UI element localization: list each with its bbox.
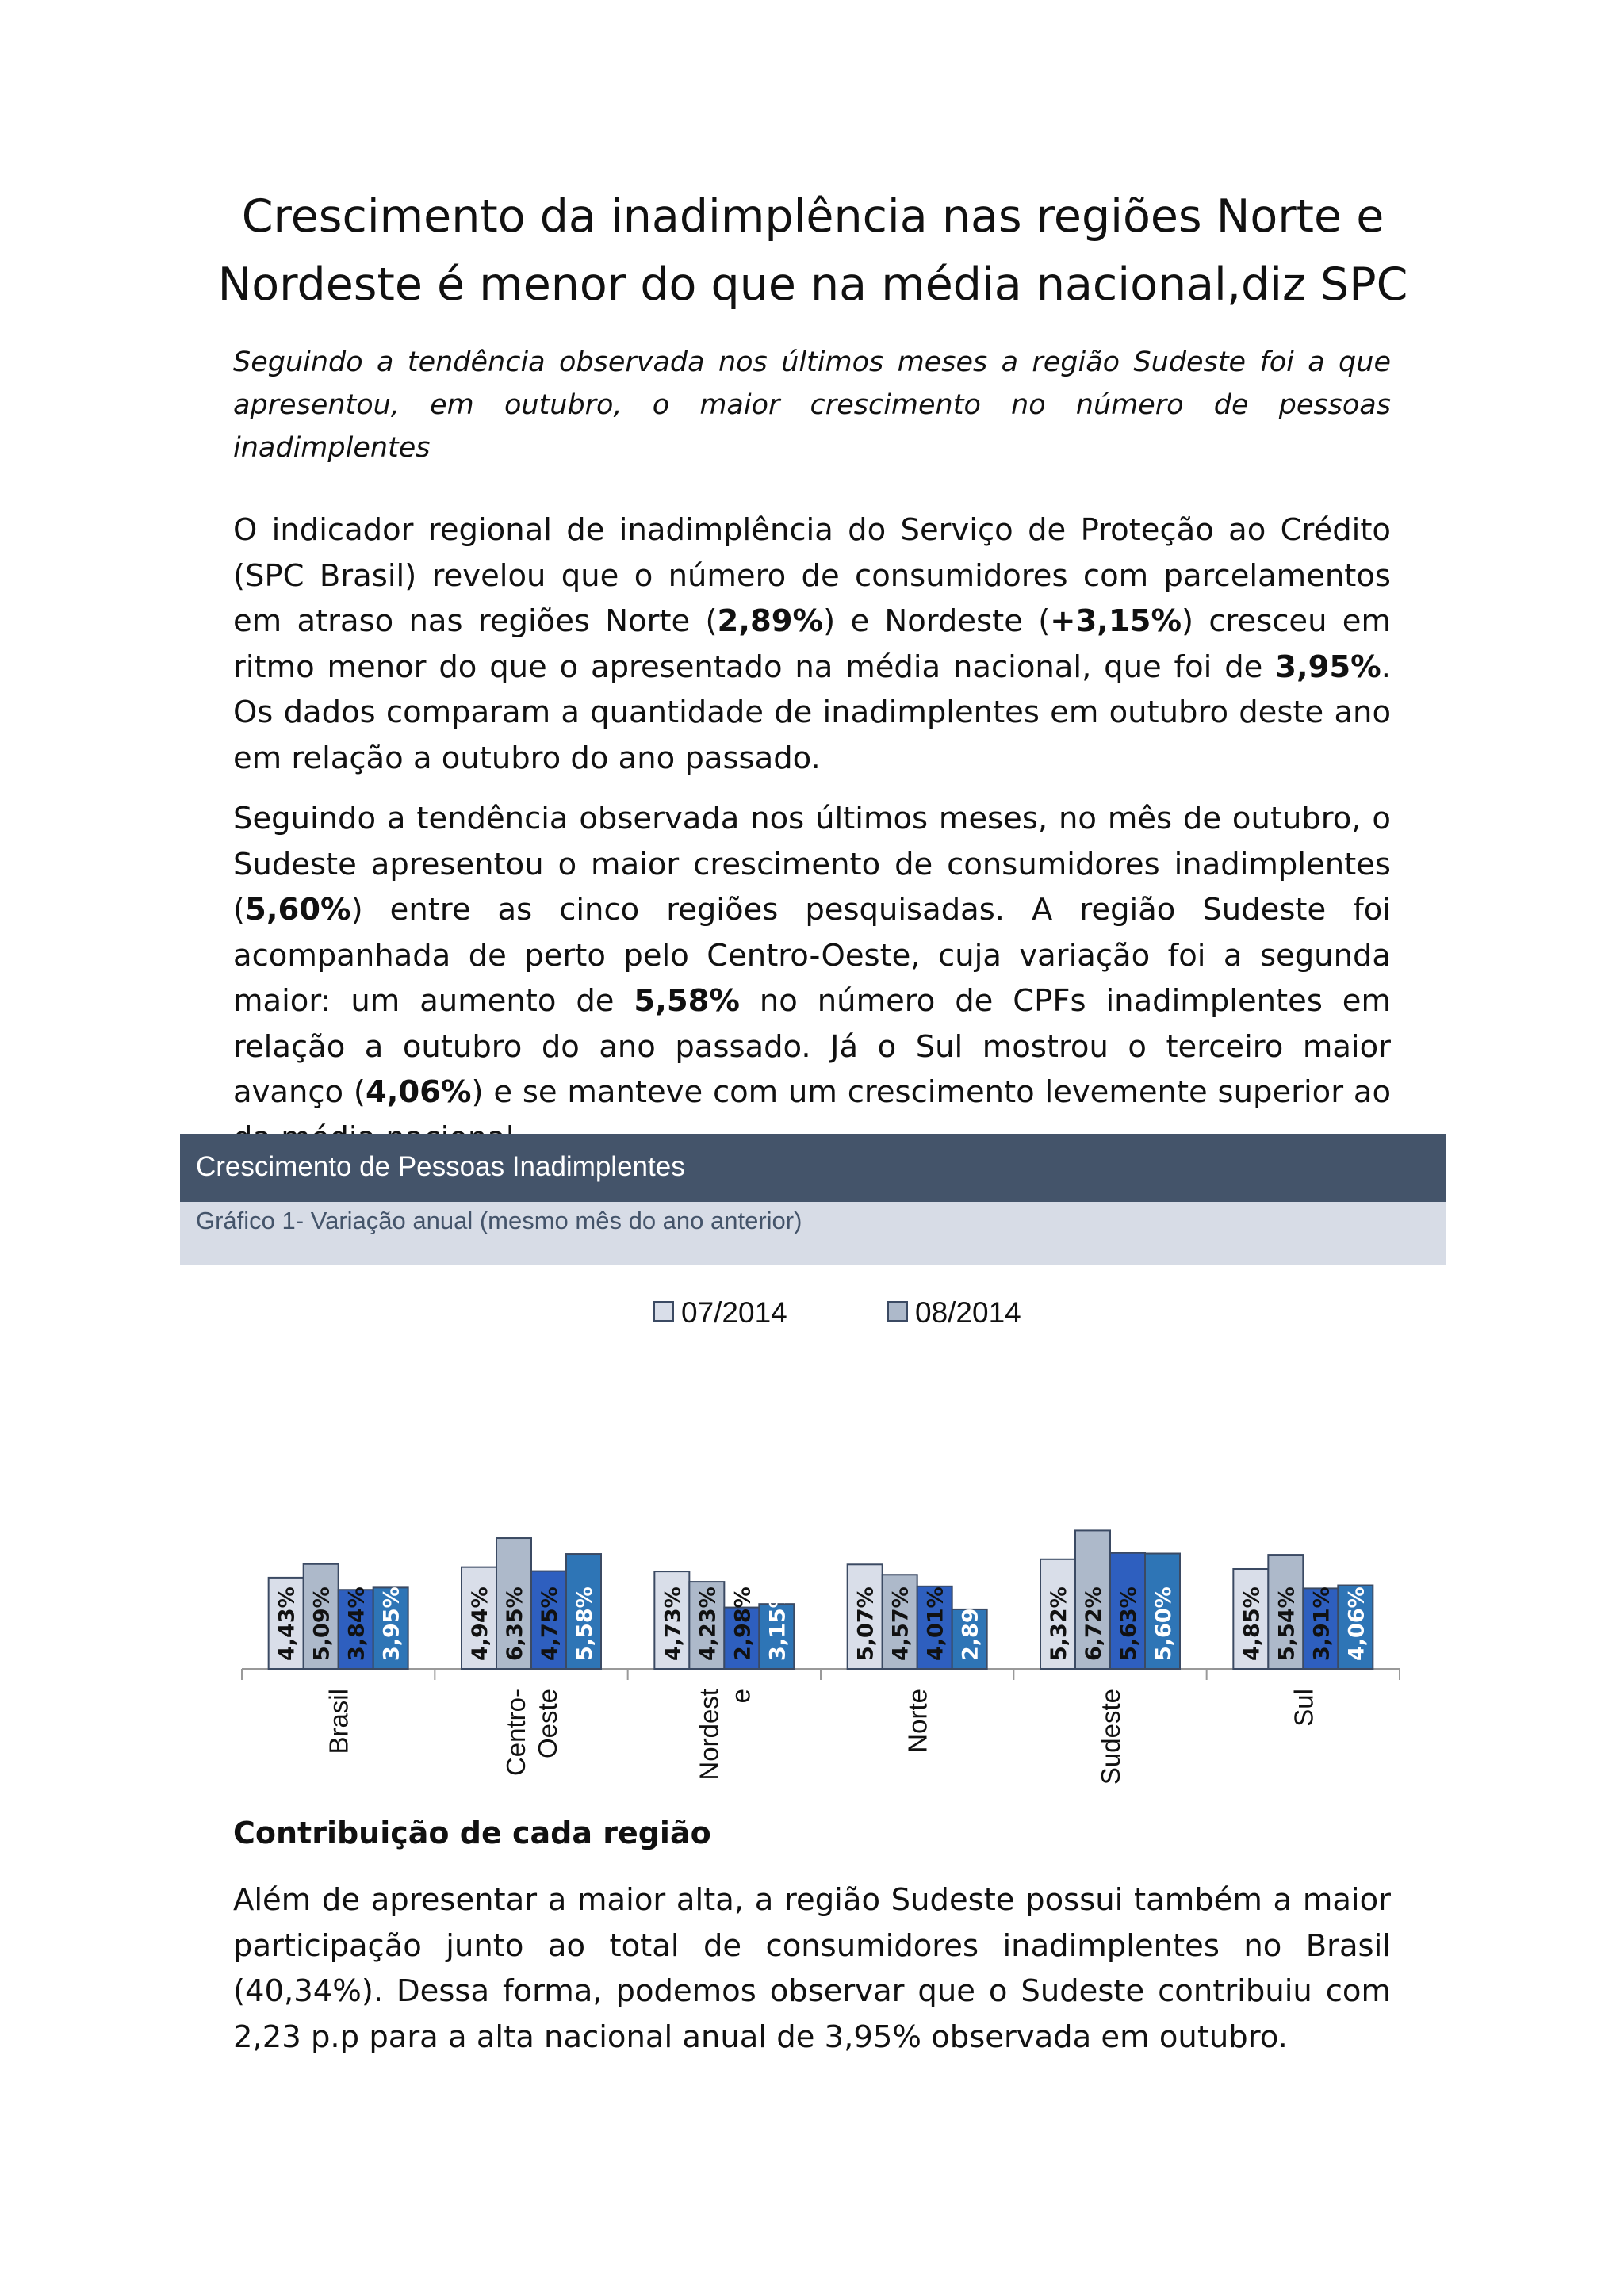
title-line-2: Nordeste é menor do que na média nacional,diz SPC [217,258,1408,311]
data-label: 5,60% [1151,1586,1176,1661]
p1-bold-1: 2,89% [717,603,824,639]
data-label: 3,91% [1309,1586,1335,1661]
data-label: 2,98% [730,1586,756,1661]
data-label: 3,15% [765,1586,791,1661]
data-label: 4,73% [661,1586,686,1661]
chart-subheader: Gráfico 1- Variação anual (mesmo mês do ano anterior) [180,1202,1446,1265]
data-label: 4,94% [468,1586,492,1661]
title-line-1: Crescimento da inadimplência nas regiões Norte e [241,190,1385,243]
p2-text-2: ) entre as cinco regiões pesquisadas. A região Sudeste foi acompanhada de perto pelo Centro-Oeste, cuja variação foi a segunda maior: um aumento de [233,892,1391,1019]
legend-label-2: 08/2014 [915,1296,1021,1329]
p1-text-3: ) cresceu em ritmo menor do que o apresentado na média nacional, que foi de [233,603,1391,685]
p2-bold-3: 4,06% [365,1074,472,1110]
legend-label-1: 07/2014 [681,1296,787,1329]
category-label: Brasil [324,1689,354,1755]
data-label: 5,58% [573,1586,597,1661]
p1-bold-3: 3,95% [1275,649,1381,685]
data-label: 4,23% [695,1586,721,1661]
data-label: 5,54% [1274,1586,1300,1661]
data-label: 6,35% [503,1586,527,1661]
p2-bold-2: 5,58% [634,983,740,1019]
data-label: 5,09% [309,1586,335,1661]
p2-bold-1: 5,60% [245,892,351,928]
p1-text-4: . Os dados comparam a quantidade de inadimplentes em outubro deste ano em relação a outubro do ano passado. [233,649,1391,776]
category-label: Oeste [533,1689,562,1759]
data-label: 5,07% [853,1586,879,1661]
article-subtitle: Seguindo a tendência observada nos últimos meses a região Sudeste foi a que apresentou, em outubro, o maior crescimento no número de pessoas inadimplentes [233,346,1391,464]
paragraph-3: Além de apresentar a maior alta, a região Sudeste possui também a maior participação junto ao total de consumidores inadimplentes no Brasil (40,34%). Dessa forma, podemos observar que o Sudeste contribuiu com 2,23 p.p para a alta nacional anual de 3,95% observada em outubro. [233,1882,1391,2055]
p2-text-4: ) e se manteve com um crescimento levemente superior ao [471,1074,1392,1110]
data-label: 4,06% [1344,1586,1369,1661]
data-label: 3,95% [379,1586,404,1661]
category-label: Centro- [501,1689,530,1777]
data-label: 5,32% [1047,1586,1071,1661]
legend-swatch-2 [888,1302,907,1321]
data-label: 4,57% [888,1586,914,1661]
category-label: e [726,1689,756,1704]
category-label: Sul [1289,1689,1319,1727]
chart-header: Crescimento de Pessoas Inadimplentes [180,1134,1446,1202]
section-heading: Contribuição de cada região [233,1816,711,1850]
p2-text-3: no número de CPFs inadimplentes em relação a outubro do ano passado. Já o Sul mostrou o terceiro maior avanço ( [233,983,1391,1110]
data-label: 2,89% [958,1586,983,1661]
data-label: 3,84% [344,1586,370,1661]
category-label: Norte [902,1689,933,1753]
category-label: Nordest [694,1689,724,1781]
data-label: 5,63% [1116,1586,1141,1661]
legend-swatch-1 [654,1302,673,1321]
p1-bold-2: +3,15% [1050,603,1182,639]
data-label: 4,75% [538,1586,562,1661]
data-label: 4,01% [923,1586,948,1661]
p1-text-2: ) e Nordeste ( [823,603,1051,639]
data-label: 6,72% [1082,1586,1106,1661]
data-label: 4,43% [274,1586,300,1661]
p1-text-1: O indicador regional de inadimplência do Serviço de Proteção ao Crédito (SPC Brasil) revelou que o número de consumidores com parcelamentos em atraso nas regiões Norte ( [233,512,1391,639]
p2-text-1: Seguindo a tendência observada nos últimos meses, no mês de outubro, o Sudeste apresentou o maior crescimento de consumidores inadimplentes ( [233,801,1391,928]
data-label: 4,85% [1239,1586,1265,1661]
category-label: Sudeste [1096,1689,1125,1785]
